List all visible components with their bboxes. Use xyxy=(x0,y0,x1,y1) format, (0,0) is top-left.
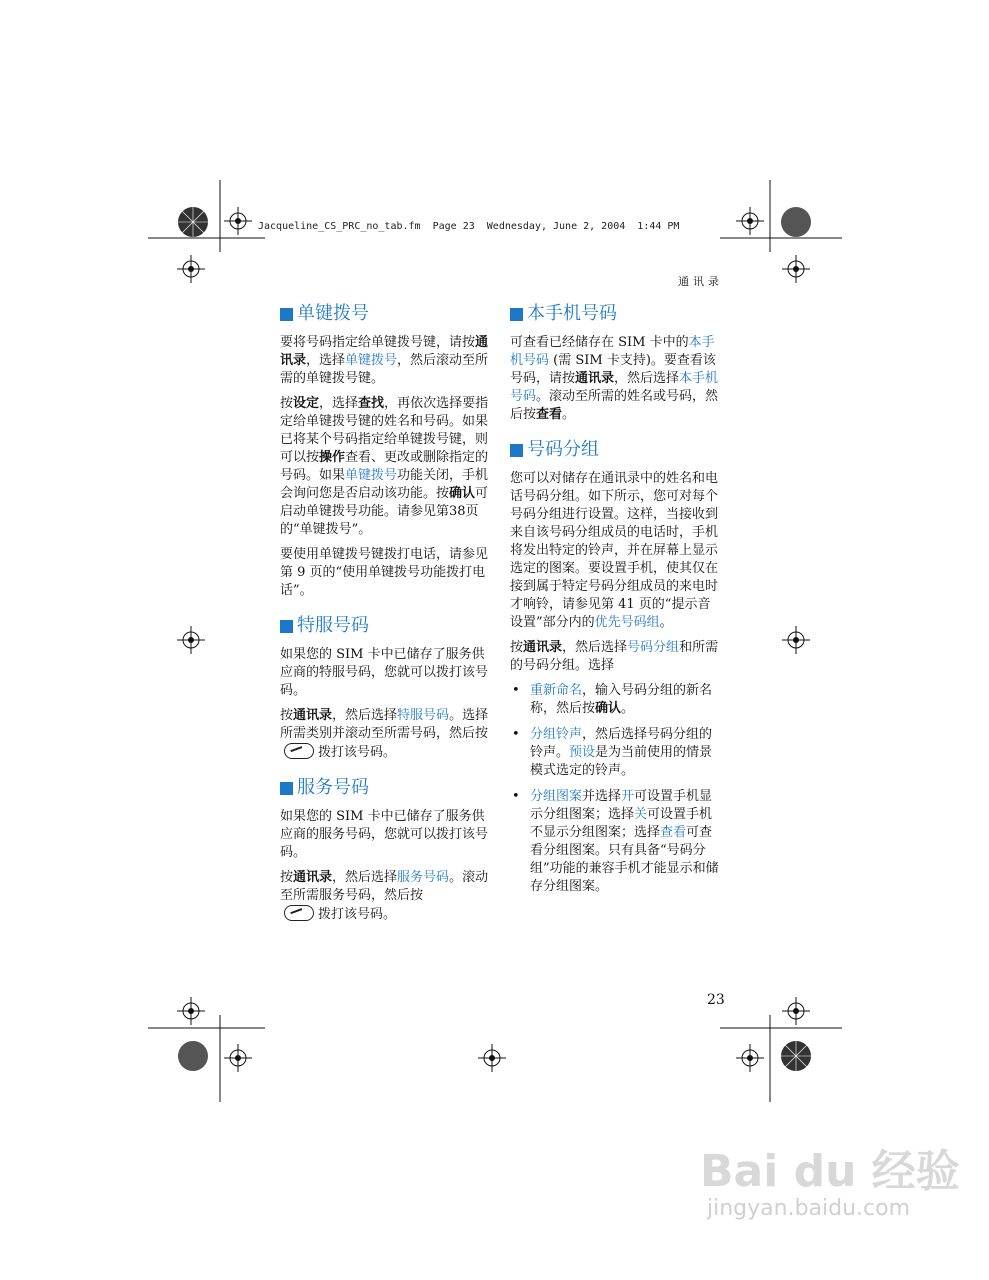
heading-square-icon xyxy=(280,782,293,795)
left-column xyxy=(280,302,492,938)
page-number: 23 xyxy=(707,992,725,1008)
heading-square-icon xyxy=(280,620,293,633)
paragraph: 可查看已经储存在 SIM 卡中的本手机号码 (需 SIM 卡支持)。要查看该号码，请按通讯录，然后选择本手机号码。滚动至所需的姓名或号码，然后按查看。 xyxy=(510,335,719,422)
section-title-service-numbers: 服务号码 xyxy=(280,776,492,800)
list-item: • 分组图案并选择开可设置手机显示分组图案；选择关可设置手机不显示分组图案；选择查看可查看分组图案。只有具备“号码分组”功能的兼容手机才能显示和储存分组图案。 xyxy=(512,789,719,894)
section-service-numbers xyxy=(280,776,492,924)
right-column xyxy=(510,302,722,910)
paragraph: 您可以对储存在通讯录中的姓名和电话号码分组。如下所示，您可对每个号码分组进行设置。这样，当接收到来自该号码分组成员的电话时，手机将发出特定的铃声，并在屏幕上显示选定的图案。要设置手机，使其仅在接到属于特定号码分组成员的来电时才响铃，请参见第 41 页的“提示音设置”部分内的优先号码组。 xyxy=(510,471,719,630)
heading-square-icon xyxy=(510,444,523,457)
paragraph: 如果您的 SIM 卡中已储存了服务供应商的特服号码，您就可以拨打该号码。 xyxy=(280,647,489,698)
running-head: 通讯录 xyxy=(678,275,723,288)
list-item: • 重新命名，输入号码分组的新名称，然后按确认。 xyxy=(512,683,713,716)
section-title-speed-dial: 单键拨号 xyxy=(280,302,492,326)
section-own-number xyxy=(510,302,722,424)
watermark-logo: Bai du 经验 xyxy=(700,1146,960,1197)
paragraph: 按通讯录，然后选择号码分组和所需的号码分组。选择 xyxy=(510,640,719,673)
heading-square-icon xyxy=(510,308,523,321)
star-target-tl-rays xyxy=(178,207,208,237)
section-speed-dial xyxy=(280,302,492,600)
bullet: • xyxy=(512,683,520,698)
heading-square-icon xyxy=(280,308,293,321)
disc-bl xyxy=(178,1041,208,1071)
section-title-caller-groups: 号码分组 xyxy=(510,438,722,462)
paragraph: 按通讯录，然后选择服务号码。滚动至所需服务号码，然后按 拨打该号码。 xyxy=(280,870,489,922)
section-service-numbers-special xyxy=(280,614,492,762)
paragraph: 如果您的 SIM 卡中已储存了服务供应商的服务号码，您就可以拨打该号码。 xyxy=(280,809,489,860)
call-key-icon xyxy=(284,905,314,921)
paragraph: 要使用单键拨号键拨打电话，请参见第 9 页的“使用单键拨号功能拨打电话”。 xyxy=(280,547,489,598)
watermark-url: jingyan.baidu.com xyxy=(707,1196,911,1221)
option-list xyxy=(510,682,722,896)
call-key-icon xyxy=(284,743,314,759)
disc-tr xyxy=(781,207,811,237)
bullet: • xyxy=(512,727,520,742)
section-title-own-number: 本手机号码 xyxy=(510,302,722,326)
file-header-line: Jacqueline_CS_PRC_no_tab.fm Page 23 Wednesday, June 2, 2004 1:44 PM xyxy=(258,221,680,232)
paragraph: 按设定，选择查找，再依次选择要指定给单键拨号键的姓名和号码。如果已将某个号码指定给单键拨号键，则可以按操作查看、更改或删除指定的号码。如果单键拨号功能关闭，手机会询问您是否启动该功能。按确认可启动单键拨号功能。请参见第38页的“单键拨号”。 xyxy=(280,396,489,537)
list-item: • 分组铃声，然后选择号码分组的铃声。预设是为当前使用的情景模式选定的铃声。 xyxy=(512,727,713,778)
paragraph: 要将号码指定给单键拨号键，请按通讯录，选择单键拨号，然后滚动至所需的单键拨号键。 xyxy=(280,335,489,386)
paragraph: 按通讯录，然后选择特服号码。选择所需类别并滚动至所需号码，然后按拨打该号码。 xyxy=(280,708,489,760)
bullet: • xyxy=(512,789,520,804)
section-caller-groups xyxy=(510,438,722,896)
section-title-special-numbers: 特服号码 xyxy=(280,614,492,638)
